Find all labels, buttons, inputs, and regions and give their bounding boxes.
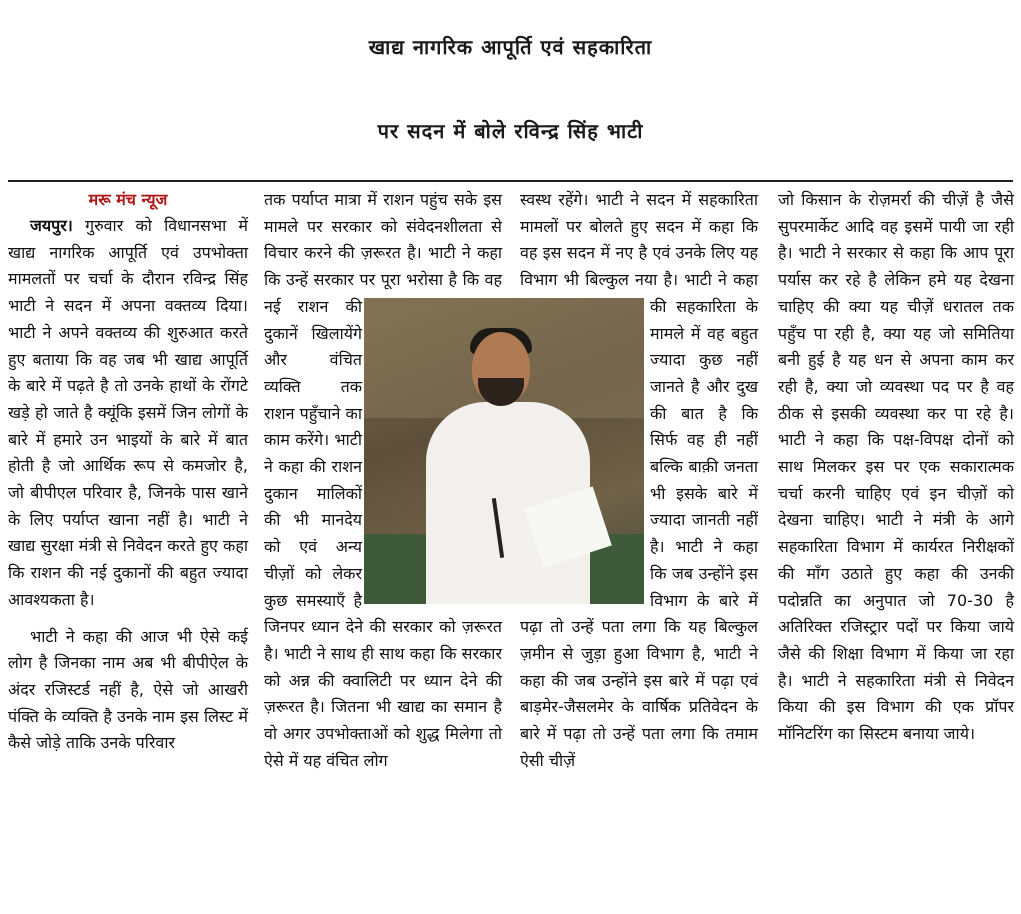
paragraph-text: गुरुवार को विधानसभा में खाद्य नागरिक आपूर्ति एवं उपभोक्ता मामलतों पर चर्चा के दौरान रविन्द्र सिंह भाटी ने सदन में अपना वक्तव्य दिया। भाटी ने अपने वक्तव्य की शुरुआत करते हुए बताया कि वह जब भी खाद्य आपूर्ति के बारे में पढ़ते है तो उनके हाथों के रोंगटे खड़े हो जाते है क्यूंकि इसमें जिन लोगों के बारे में हमारे उन भाइयों के बारे में बात होती है जो आर्थिक रूप से कमजोर है, जो बीपीएल परिवार है, जिनके पास खाने के लिए पर्याप्त खाना नहीं है। भाटी ने खाद्य सुरक्षा मंत्री से निवेदन करते हुए कहा कि राशन की नई दुकानों की बहुत ज्यादा आवश्यकता है। (8, 216, 248, 609)
article-paragraph: तक पर्याप्त मात्रा में राशन पहुंच सके इस मामले पर सरकार को संवेदनशीलता से विचार करने की ज़रूरत है। भाटी ने कहा कि उन्हें सरकार पर पूरा भरोसा है कि वह नई राशन की दुकानें खिलायेंगे और वंचित व्यक्ति तक राशन पहुँचाने का काम करेंगे। भाटी ने कहा की राशन दुकान मालिकों की भी मानदेय को एवं अन्य चीज़ों को लेकर कुछ समस्याएँ है जिनपर ध्यान देने की सरकार को ज़रूरत है। भाटी ने साथ ही साथ कहा कि सरकार को अन्न की क्वालिटी पर ध्यान देने की ज़रूरत है। जितना भी खाद्य का समान है वो अगर उपभोक्ताओं को शुद्ध मिलेगा तो ऐसे में यह वंचित लोग (264, 190, 502, 770)
article-paragraph: स्वस्थ रहेंगे। भाटी ने सदन में सहकारिता मामलों पर बोलते हुए सदन में कहा कि वह इस सदन में नए है एवं उनके लिए यह विभाग भी बिल्कुल नया है। भाटी ने कहा की सहकारिता के मामले में वह बहुत ज्यादा कुछ नहीं जानते है और दुख की बात है कि सिर्फ वह ही नहीं बल्कि बाक़ी जनता भी इसके बारे में ज्यादा जानती नहीं है। भाटी ने कहा कि जब उन्होंने इस विभाग के बारे में पढ़ा तो उन्हें पता लगा कि यह बिल्कुल ज़मीन से जुड़ा हुआ विभाग है, भाटी ने कहा की जब उन्होंने इस बारे में पढ़ा एवं बाड़मेर-जैसलमेर के वार्षिक प्रतिवेदन के बारे में पढ़ा तो उन्हें पता लगा कि तमाम ऐसी चीज़ें (520, 190, 758, 770)
article-column-4 (778, 187, 1014, 748)
speaker-photo (364, 298, 644, 604)
article-paragraph (8, 213, 248, 614)
article-paragraph: भाटी ने कहा की आज भी ऐसे कई लोग है जिनका नाम अब भी बीपीऐल के अंदर रजिस्टर्ड नहीं है, ऐसे जो आखरी पंक्ति के व्यक्ति है उनके नाम इस लिस्ट में कैसे जोड़े ताकि उनके परिवार (8, 626, 248, 753)
headline-divider (8, 180, 1013, 182)
byline: मरू मंच न्यूज (88, 190, 168, 209)
headline-line-2: पर सदन में बोले रविन्द्र सिंह भाटी (377, 119, 644, 143)
article-paragraph: जो किसान के रोज़मर्रा की चीज़ें है जैसे सुपरमार्केट आदि वह इसमें पायी जा रही है। भाटी ने सरकार से कहा कि आप पूरा पर्यास कर रहे है लेकिन हमे यह देखना चाहिए की क्या यह चीज़ें धरातल तक पहुँच पा रही है, क्या यह जो समितिया बनी हुई है यह धन से अपना काम कर रही है, क्या जो व्यवस्था पद पर है वह ठीक से इसकी व्यवस्था कर पा रहे है। भाटी ने कहा कि पक्ष-विपक्ष दोनों को साथ मिलकर इस पर एक सकारात्मक चर्चा करनी चाहिए एवं इन चीज़ों को देखना चाहिए। भाटी ने मंत्री के आगे सहकारिता विभाग में कार्यरत निरीक्षकों की माँग उठाते हुए कहा की उनकी पदोन्नति का अनुपात जो 70-30 है अतिरिक्त रजिस्ट्रार पदों पर किया जाये जैसे की शिक्षा विभाग में किया जा रहा है। भाटी ने सहकारिता मंत्री से निवेदन किया की इस विभाग की एक प्रॉपर मॉनिटरिंग का सिस्टम बनाया जाये। (778, 190, 1014, 744)
headline-line-1: खाद्य नागरिक आपूर्ति एवं सहकारिता (368, 35, 653, 59)
dateline: जयपुर। (30, 216, 73, 235)
article-column-1 (8, 187, 248, 757)
